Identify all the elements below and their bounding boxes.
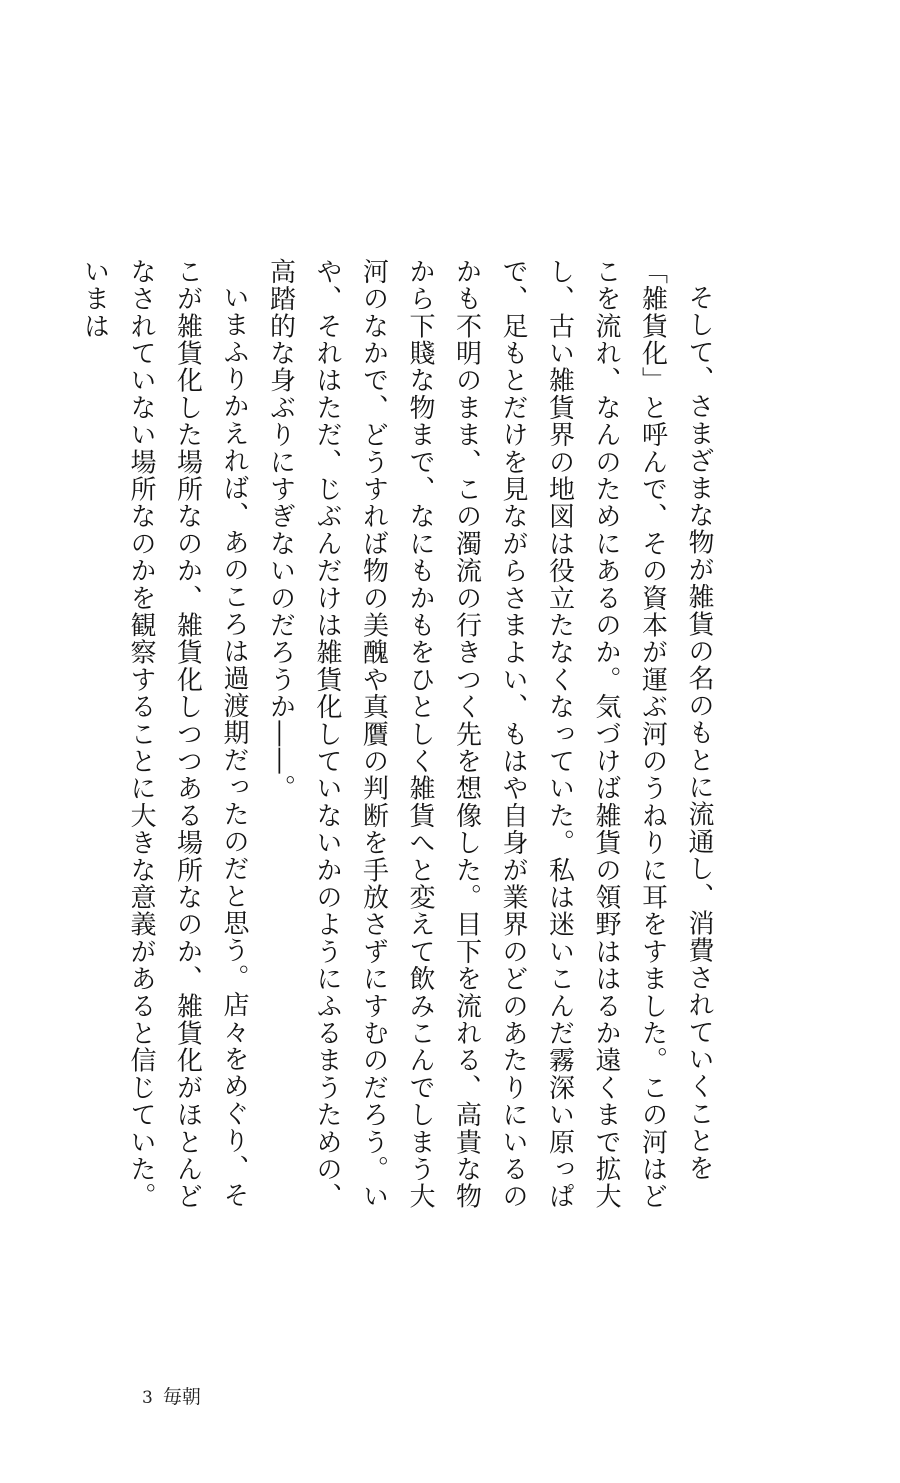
page-number: 3 (142, 1388, 153, 1408)
vertical-text-block (71, 258, 722, 1218)
paragraph-1: そして、さまざまな物が雑貨の名のもとに流通し、消費されていくことを「雑貨化」と呼んで、その資本が運ぶ河のうねりに耳をすました。この河はどこを流れ、なんのためにあるのか。気づけば雑貨の領野ははるか遠くまで拡大し、古い雑貨界の地図は役立たなくなっていた。私は迷いこんだ霧深い原っぱで、足もとだけを見ながらさまよい、もはや自身が業界のどのあたりにいるのかも不明のまま、この濁流の行きつく先を想像した。目下を流れる、高貴な物から下賤な物まで、なにもかもをひとしく雑貨へと変えて飲みこんでしまう大河のなかで、どうすれば物の美醜や真贋の判断を手放さずにすむのだろう。いや、それはただ、じぶんだけは雑貨化していないかのようにふるまうための、高踏的な身ぶりにすぎないのだろうか――。 (265, 258, 714, 1210)
paragraph-2: いまふりかえれば、あのころは過渡期だったのだと思う。店々をめぐり、そこが雑貨化した場所なのか、雑貨化しつつある場所なのか、雑貨化がほとんどなされていない場所なのかを観察することに大きな意義があると信じていた。いまは (79, 258, 249, 1210)
running-title: 毎朝 (162, 1386, 201, 1408)
page-footer (142, 1382, 201, 1409)
